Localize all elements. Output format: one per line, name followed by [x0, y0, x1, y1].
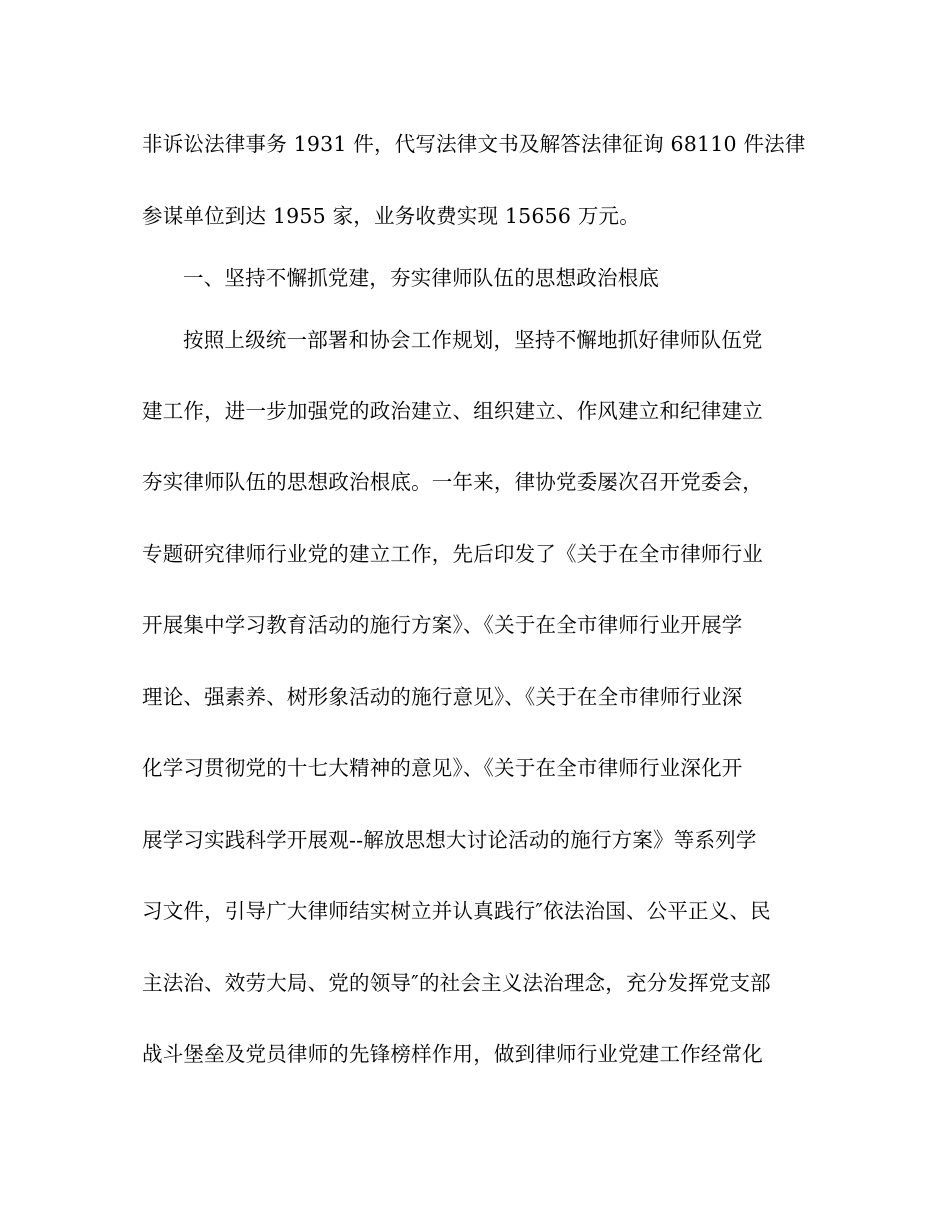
- text-line: 夯实律师队伍的思想政治根底。一年来，律协党委屡次召开党委会，: [142, 470, 763, 494]
- text-line: 专题研究律师行业党的建立工作，先后印发了《关于在全市律师行业: [142, 542, 763, 566]
- text-line: 建工作，进一步加强党的政治建立、组织建立、作风建立和纪律建立: [142, 399, 763, 423]
- text-line: 习文件，引导广大律师结实树立并认真践行″依法治国、公平正义、民: [142, 899, 771, 923]
- text-line: 非诉讼法律事务 1931 件，代写法律文书及解答法律征询 68110 件法律: [142, 132, 806, 156]
- text-line: 开展集中学习教育活动的施行方案》、《关于在全市律师行业开展学: [142, 613, 743, 637]
- text-line: 理论、强素养、树形象活动的施行意见》、《关于在全市律师行业深: [142, 685, 743, 709]
- text-line: 化学习贯彻党的十七大精神的意见》、《关于在全市律师行业深化开: [142, 756, 743, 780]
- text-line: 按照上级统一部署和协会工作规划，坚持不懈地抓好律师队伍党: [183, 328, 763, 352]
- text-line: 展学习实践科学开展观--解放思想大讨论活动的施行方案》等系列学: [142, 828, 757, 852]
- section-heading: 一、坚持不懈抓党建，夯实律师队伍的思想政治根底: [183, 266, 660, 290]
- text-line: 战斗堡垒及党员律师的先锋榜样作用，做到律师行业党建工作经常化: [142, 1042, 763, 1066]
- text-line: 主法治、效劳大局、党的领导″的社会主义法治理念，充分发挥党支部: [142, 971, 771, 995]
- text-line: 参谋单位到达 1955 家，业务收费实现 15656 万元。: [142, 204, 640, 228]
